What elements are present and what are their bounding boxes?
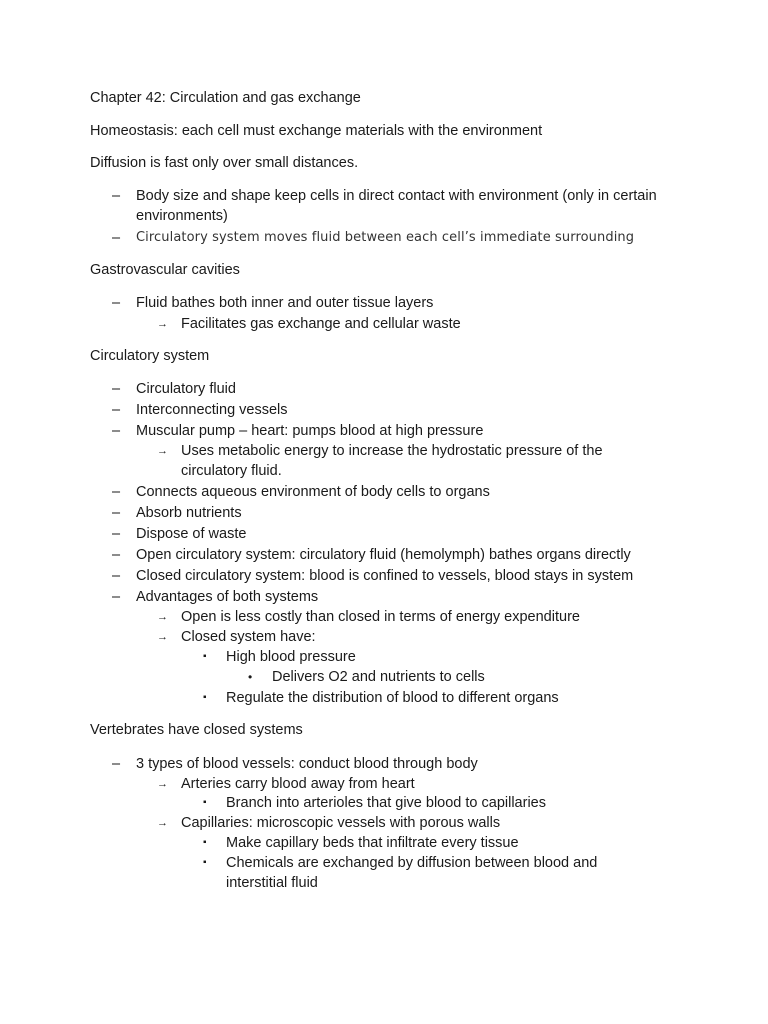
list-item: → Uses metabolic energy to increase the hydrostatic pressure of the <box>0 441 768 462</box>
list-item: – 3 types of blood vessels: conduct blood through body <box>0 754 768 775</box>
list-item: → Closed system have: <box>0 627 768 648</box>
list-item: – Interconnecting vessels <box>0 400 768 421</box>
dash-bullet: – <box>112 423 121 439</box>
list-item: – Circulatory system moves fluid between each cell’s immediate surrounding <box>0 228 768 249</box>
paragraph-circulatory: Circulatory system <box>90 348 210 364</box>
dash-bullet: – <box>112 402 121 418</box>
list-item: ▪ Branch into arterioles that give blood to capillaries <box>0 793 768 814</box>
dash-bullet: – <box>112 230 121 246</box>
list-item: – Advantages of both systems <box>0 587 768 608</box>
dash-bullet: – <box>112 526 121 542</box>
list-item: – Open circulatory system: circulatory fluid (hemolymph) bathes organs directly <box>0 545 768 566</box>
dash-bullet: – <box>112 547 121 563</box>
square-bullet: ▪ <box>203 692 207 703</box>
list-item: – Connects aqueous environment of body cells to organs <box>0 482 768 503</box>
arrow-bullet: → <box>157 445 168 457</box>
list-item: → Capillaries: microscopic vessels with porous walls <box>0 813 768 834</box>
square-bullet: ▪ <box>203 837 207 848</box>
arrow-bullet: → <box>157 631 168 643</box>
dot-bullet: • <box>248 670 253 684</box>
dash-bullet: – <box>112 505 121 521</box>
square-bullet: ▪ <box>203 651 207 662</box>
paragraph-homeostasis: Homeostasis: each cell must exchange materials with the environment <box>90 123 543 139</box>
arrow-bullet: → <box>157 611 168 623</box>
square-bullet: ▪ <box>203 857 207 868</box>
square-bullet: ▪ <box>203 797 207 808</box>
paragraph-diffusion: Diffusion is fast only over small distances. <box>90 155 359 171</box>
list-item: ▪ Chemicals are exchanged by diffusion between blood and <box>0 853 768 874</box>
dash-bullet: – <box>112 188 121 204</box>
list-item: – Body size and shape keep cells in direct contact with environment (only in certain <box>0 186 768 207</box>
list-item: ▪ High blood pressure <box>0 647 768 668</box>
arrow-bullet: → <box>157 318 168 330</box>
list-item: → Open is less costly than closed in terms of energy expenditure <box>0 607 768 628</box>
list-item: – Absorb nutrients <box>0 503 768 524</box>
list-item: → Arteries carry blood away from heart <box>0 774 768 795</box>
list-item: – Circulatory fluid <box>0 379 768 400</box>
list-item: ▪ Make capillary beds that infiltrate every tissue <box>0 833 768 854</box>
list-item: – Muscular pump – heart: pumps blood at high pressure <box>0 421 768 442</box>
list-item-continuation: circulatory fluid. <box>181 463 282 479</box>
list-item: • Delivers O2 and nutrients to cells <box>0 667 768 688</box>
list-item: – Dispose of waste <box>0 524 768 545</box>
dash-bullet: – <box>112 589 121 605</box>
dash-bullet: – <box>112 295 121 311</box>
list-item-continuation: environments) <box>136 208 228 224</box>
list-item: → Facilitates gas exchange and cellular waste <box>0 314 768 335</box>
dash-bullet: – <box>112 756 121 772</box>
page-title: Chapter 42: Circulation and gas exchange <box>90 90 361 106</box>
list-item: – Fluid bathes both inner and outer tissue layers <box>0 293 768 314</box>
list-item-continuation: interstitial fluid <box>226 875 318 891</box>
list-item: ▪ Regulate the distribution of blood to different organs <box>0 688 768 709</box>
dash-bullet: – <box>112 381 121 397</box>
arrow-bullet: → <box>157 817 168 829</box>
dash-bullet: – <box>112 568 121 584</box>
paragraph-vertebrates: Vertebrates have closed systems <box>90 722 303 738</box>
list-item: – Closed circulatory system: blood is confined to vessels, blood stays in system <box>0 566 768 587</box>
paragraph-gastrovascular: Gastrovascular cavities <box>90 262 240 278</box>
dash-bullet: – <box>112 484 121 500</box>
arrow-bullet: → <box>157 778 168 790</box>
